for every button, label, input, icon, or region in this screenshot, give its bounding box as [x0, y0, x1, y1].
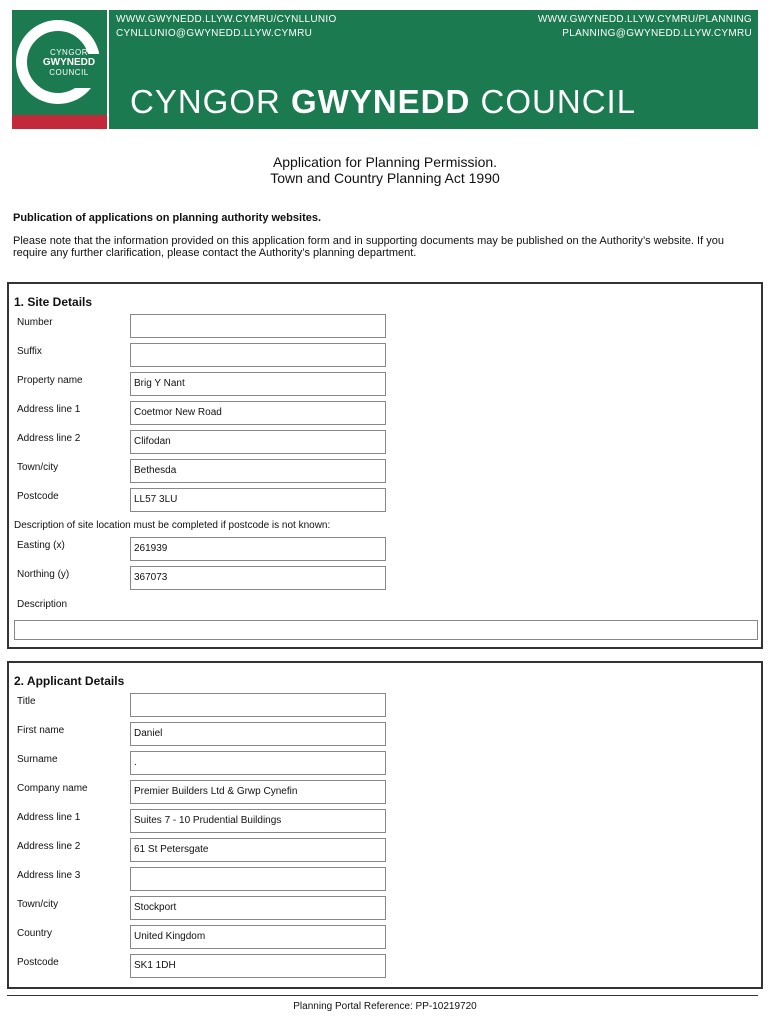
field-label: Address line 1: [17, 404, 81, 415]
applicant-town-field[interactable]: Stockport: [130, 896, 386, 920]
field-label: Surname: [17, 754, 58, 765]
brand-wordmark: CYNGOR GWYNEDD COUNCIL: [130, 83, 637, 120]
welsh-email-link[interactable]: CYNLLUNIO@GWYNEDD.LLYW.CYMRU: [116, 28, 313, 39]
applicant-details-section: [7, 661, 763, 989]
site-details-section: [7, 282, 763, 649]
site-suffix-field[interactable]: [130, 343, 386, 367]
applicant-postcode-field[interactable]: SK1 1DH: [130, 954, 386, 978]
header-english-links: [538, 13, 752, 41]
logo-text-gwynedd: GWYNEDD: [42, 57, 96, 68]
field-label: Address line 3: [17, 870, 81, 881]
council-header: [12, 10, 758, 129]
site-description-label: Description: [17, 599, 68, 610]
logo-red-bar: [12, 115, 107, 129]
field-label: Country: [17, 928, 53, 939]
applicant-company-field[interactable]: Premier Builders Ltd & Grwp Cynefin: [130, 780, 386, 804]
publication-heading: Publication of applications on planning authority websites.: [13, 212, 322, 224]
site-northing-field[interactable]: 367073: [130, 566, 386, 590]
site-number-field[interactable]: [130, 314, 386, 338]
site-town-field[interactable]: Bethesda: [130, 459, 386, 483]
title-line-1: Application for Planning Permission.: [272, 154, 498, 170]
publication-text: Please note that the information provided on this application form and in supporting documents may be published on the Authority’s website. If you require any further clarification, please contact the Authority’s planning department.: [13, 235, 724, 259]
site-easting-field[interactable]: 261939: [130, 537, 386, 561]
applicant-title-field[interactable]: [130, 693, 386, 717]
field-label: Number: [17, 317, 53, 328]
header-welsh-links: [116, 13, 337, 41]
applicant-country-field[interactable]: United Kingdom: [130, 925, 386, 949]
logo-text-council: COUNCIL: [49, 68, 89, 77]
field-label: Easting (x): [17, 540, 65, 551]
logo-text-cyngor: CYNGOR: [49, 48, 89, 57]
planning-portal-reference: Planning Portal Reference: PP-10219720: [293, 1001, 477, 1012]
field-label: Postcode: [17, 957, 59, 968]
section-title: 2. Applicant Details: [14, 674, 125, 688]
field-label: Address line 2: [17, 841, 81, 852]
site-location-note: Description of site location must be completed if postcode is not known:: [14, 520, 331, 531]
site-postcode-field[interactable]: LL57 3LU: [130, 488, 386, 512]
council-logo: [12, 10, 107, 129]
field-label: Address line 1: [17, 812, 81, 823]
section-title: 1. Site Details: [14, 295, 93, 309]
welsh-website-link[interactable]: WWW.GWYNEDD.LLYW.CYMRU/CYNLLUNIO: [116, 14, 337, 25]
english-website-link[interactable]: WWW.GWYNEDD.LLYW.CYMRU/PLANNING: [537, 14, 752, 25]
footer-divider: [7, 995, 758, 996]
field-label: Address line 2: [17, 433, 81, 444]
field-label: First name: [17, 725, 65, 736]
title-line-2: Town and Country Planning Act 1990: [270, 170, 500, 186]
field-label: Town/city: [17, 899, 59, 910]
applicant-first-name-field[interactable]: Daniel: [130, 722, 386, 746]
site-description-field[interactable]: [14, 620, 758, 640]
field-label: Town/city: [17, 462, 59, 473]
applicant-address-2-field[interactable]: 61 St Petersgate: [130, 838, 386, 862]
applicant-surname-field[interactable]: .: [130, 751, 386, 775]
site-address-2-field[interactable]: Clifodan: [130, 430, 386, 454]
applicant-address-3-field[interactable]: [130, 867, 386, 891]
field-label: Postcode: [17, 491, 59, 502]
site-property-name-field[interactable]: Brig Y Nant: [130, 372, 386, 396]
field-label: Property name: [17, 375, 83, 386]
field-label: Northing (y): [17, 569, 70, 580]
field-label: Company name: [17, 783, 88, 794]
page-title: [0, 154, 770, 186]
field-label: Title: [17, 696, 36, 707]
applicant-address-1-field[interactable]: Suites 7 - 10 Prudential Buildings: [130, 809, 386, 833]
field-label: Suffix: [17, 346, 42, 357]
site-address-1-field[interactable]: Coetmor New Road: [130, 401, 386, 425]
english-email-link[interactable]: PLANNING@GWYNEDD.LLYW.CYMRU: [562, 28, 752, 39]
